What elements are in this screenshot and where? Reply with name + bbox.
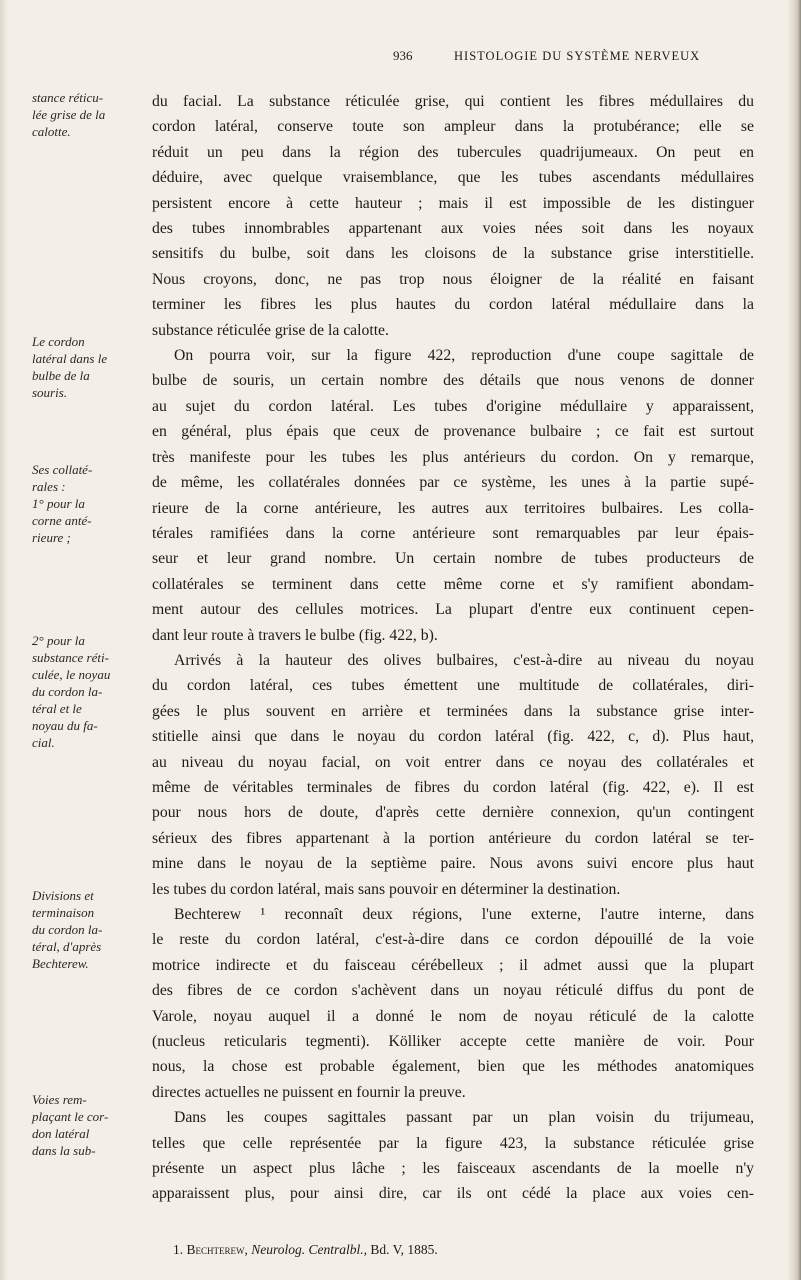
paragraph bbox=[152, 89, 754, 343]
text-line: cordon latéral, conserve toute son ampleur dans la protubérance; elle se bbox=[152, 118, 754, 136]
text-line: On pourra voir, sur la figure 422, reproduction d'une coupe sagittale de bbox=[174, 347, 754, 365]
margin-note-line: du cordon la- bbox=[32, 684, 103, 699]
running-title: HISTOLOGIE DU SYSTÈME NERVEUX bbox=[454, 49, 701, 63]
margin-note-line: dans la sub- bbox=[32, 1143, 96, 1158]
footnote-number: 1. bbox=[173, 1242, 184, 1257]
text-line: présente un aspect plus lâche ; les faisceaux ascendants de la moelle n'y bbox=[152, 1160, 754, 1178]
text-line: Arrivés à la hauteur des olives bulbaires, c'est-à-dire au niveau du noyau bbox=[174, 651, 754, 669]
text-line: seur et leur grand nombre. Un certain nombre de tubes producteurs de bbox=[152, 550, 754, 568]
text-line: térales ramifiées dans la corne antérieure sont remarquables par leur épais- bbox=[152, 524, 754, 542]
paragraph bbox=[152, 343, 754, 648]
text-line: au sujet du cordon latéral. Les tubes d'origine médullaire y apparaissent, bbox=[152, 397, 754, 415]
text-line: Dans les coupes sagittales passant par un plan voisin du trijumeau, bbox=[174, 1109, 754, 1127]
text-line: très manifeste pour les tubes les plus antérieurs du cordon. On y remarque, bbox=[152, 448, 754, 466]
text-line: stitielle ainsi que dans le noyau du cordon latéral (fig. 422, c, d). Plus haut, bbox=[152, 728, 754, 746]
text-line: sensitifs du bulbe, soit dans les cloisons de la substance grise interstitielle. bbox=[152, 245, 754, 263]
margin-note-line: noyau du fa- bbox=[32, 718, 98, 733]
text-line: de même, les collatérales données par ce système, les unes à la partie supé- bbox=[152, 474, 754, 492]
margin-note-line: Voies rem- bbox=[32, 1092, 87, 1107]
text-line: substance réticulée grise de la calotte. bbox=[152, 321, 389, 339]
text-line: des fibres de ce cordon s'achèvent dans un noyau réticulé diffus du pont de bbox=[152, 982, 754, 1000]
margin-note-line: Ses collaté- bbox=[32, 462, 93, 477]
margin-note-line: téral, d'après bbox=[32, 939, 102, 954]
text-line: pour nous hors de doute, d'après cette dernière connexion, qu'un contingent bbox=[152, 804, 754, 822]
body-text bbox=[152, 89, 754, 1207]
text-line: du cordon latéral, ces tubes émettent une multitude de collatérales, diri- bbox=[152, 677, 754, 695]
text-line: directes actuelles ne puissent en fournir la preuve. bbox=[152, 1083, 466, 1101]
margin-note-line: lée grise de la bbox=[32, 107, 106, 122]
margin-note-line: don latéral bbox=[32, 1126, 90, 1141]
text-line: dant leur route à travers le bulbe (fig. 422, b). bbox=[152, 626, 438, 644]
margin-note-line: bulbe de la bbox=[32, 368, 90, 383]
margin-note-line: substance réti- bbox=[32, 650, 109, 665]
margin-note-line: souris. bbox=[32, 385, 68, 400]
margin-note-line: Divisions et bbox=[32, 888, 94, 903]
text-line: gées le plus souvent en arrière et terminées dans la substance grise inter- bbox=[152, 702, 754, 720]
text-line: le reste du cordon latéral, c'est-à-dire dans ce cordon dépouillé de la voie bbox=[152, 931, 754, 949]
margin-note-line: corne anté- bbox=[32, 513, 92, 528]
paragraph bbox=[152, 648, 754, 902]
text-line: des tubes innombrables appartenant aux voies nées soit dans les noyaux bbox=[152, 220, 754, 238]
text-line: motrice indirecte et du faisceau cérébelleux ; il admet aussi que la plupart bbox=[152, 956, 754, 974]
margin-note-cordon-lateral bbox=[32, 333, 132, 401]
text-line: persistent encore à cette hauteur ; mais il est impossible de les distinguer bbox=[152, 194, 754, 212]
text-line: rieure de la corne antérieure, les autres aux territoires bulbaires. Les colla- bbox=[152, 499, 754, 517]
margin-note-voies-remplacant bbox=[32, 1091, 132, 1159]
margin-note-line: stance réticu- bbox=[32, 90, 104, 105]
paragraph bbox=[152, 1105, 754, 1207]
text-line: sérieux des fibres appartenant à la portion antérieure du cordon latéral se ter- bbox=[152, 829, 754, 847]
text-line: du facial. La substance réticulée grise, qui contient les fibres médullaires du bbox=[152, 93, 754, 110]
footnote-rest: Bd. V, 1885. bbox=[370, 1242, 438, 1257]
text-line: (nucleus reticularis tegmenti). Kölliker accepte cette manière de voir. Pour bbox=[152, 1033, 754, 1051]
margin-note-line: Le cordon bbox=[32, 334, 85, 349]
page-edge-right bbox=[787, 0, 801, 1280]
text-line: en général, plus épais que ceux de provenance bulbaire ; ce fait est surtout bbox=[152, 423, 754, 441]
text-line: telles que celle représentée par la figure 423, la substance réticulée grise bbox=[152, 1134, 754, 1152]
margin-note-line: latéral dans le bbox=[32, 351, 108, 366]
margin-note-line: terminaison bbox=[32, 905, 95, 920]
margin-note-line: du cordon la- bbox=[32, 922, 103, 937]
text-line: ment autour des cellules motrices. La plupart d'entre eux continuent cepen- bbox=[152, 601, 754, 619]
text-line: apparaissent plus, pour ainsi dire, car ils ont cédé la place aux voies cen- bbox=[152, 1185, 754, 1203]
margin-note-substance-reticulee-noyau bbox=[32, 632, 132, 751]
text-line: collatérales se terminent dans cette même corne et s'y ramifient abondam- bbox=[152, 575, 754, 593]
page-number: 936 bbox=[393, 48, 413, 63]
margin-note-substance-reticulee bbox=[32, 89, 132, 140]
margin-note-line: cial. bbox=[32, 735, 55, 750]
margin-note-line: rieure ; bbox=[32, 530, 71, 545]
margin-note-line: téral et le bbox=[32, 701, 82, 716]
margin-note-line: rales : bbox=[32, 479, 66, 494]
text-line: Nous croyons, donc, ne pas trop nous éloigner de la réalité en faisant bbox=[152, 270, 754, 288]
paragraph bbox=[152, 902, 754, 1105]
margin-note-line: 1° pour la bbox=[32, 496, 85, 511]
text-line: Bechterew ¹ reconnaît deux régions, l'une externe, l'autre interne, dans bbox=[174, 906, 754, 923]
footnote-journal: Neurolog. Centralbl., bbox=[251, 1242, 368, 1257]
text-line: réduit un peu dans la région des tubercules quadrijumeaux. On peut en bbox=[152, 143, 754, 161]
text-line: Varole, noyau auquel il a donné le nom de noyau réticulé de la calotte bbox=[152, 1007, 754, 1025]
text-line: déduire, avec quelque vraisemblance, que les tubes ascendants médullaires bbox=[152, 169, 754, 187]
margin-note-collaterales bbox=[32, 461, 132, 546]
text-line: terminer les fibres les plus hautes du cordon latéral médullaire dans la bbox=[152, 296, 754, 314]
text-line: les tubes du cordon latéral, mais sans pouvoir en déterminer la destination. bbox=[152, 880, 621, 898]
text-line: mine dans le noyau de la septième paire. Nous avons suivi encore plus haut bbox=[152, 855, 754, 873]
text-line: au niveau du noyau facial, on voit entrer dans ce noyau des collatérales et bbox=[152, 753, 754, 771]
margin-note-line: calotte. bbox=[32, 124, 71, 139]
margin-notes bbox=[32, 0, 132, 1280]
margin-note-line: Bechterew. bbox=[32, 956, 89, 971]
footnote bbox=[173, 1242, 438, 1258]
text-line: bulbe de souris, un certain nombre des détails que nous venons de donner bbox=[152, 372, 754, 390]
page-edge-left bbox=[0, 0, 8, 1280]
margin-note-divisions-bechterew bbox=[32, 887, 132, 972]
margin-note-line: plaçant le cor- bbox=[32, 1109, 109, 1124]
text-line: même de véritables terminales de fibres du cordon latéral (fig. 422, e). Il est bbox=[152, 778, 754, 796]
footnote-author: Bechterew, bbox=[186, 1242, 248, 1257]
margin-note-line: 2° pour la bbox=[32, 633, 85, 648]
text-line: nous, la chose est probable également, bien que les méthodes anatomiques bbox=[152, 1058, 754, 1076]
margin-note-line: culée, le noyau bbox=[32, 667, 111, 682]
